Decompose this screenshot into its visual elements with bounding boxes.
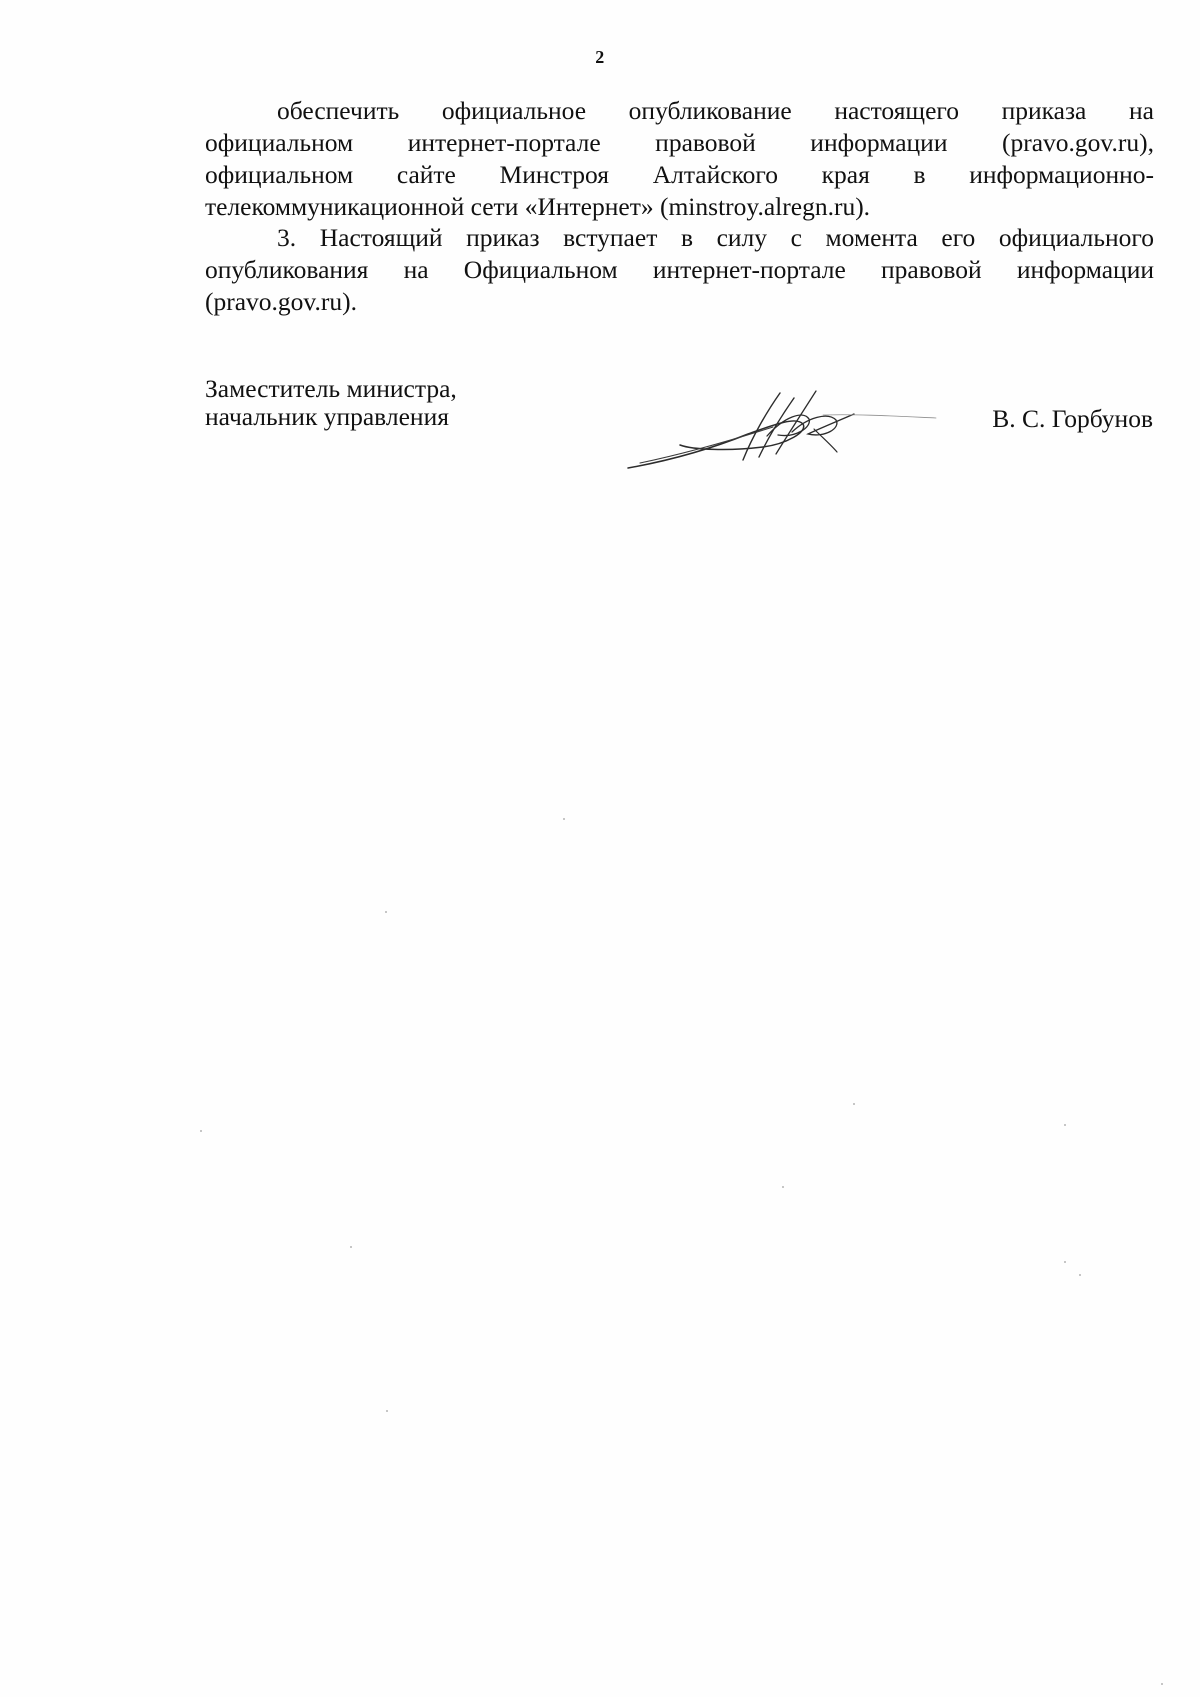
- paragraph-publication: [205, 95, 1154, 223]
- scan-speck: [853, 1103, 855, 1105]
- scan-speck: [386, 1410, 388, 1412]
- signatory-position-line: Заместитель министра,: [205, 374, 457, 403]
- paragraph-line: опубликования на Официальном интернет-портале правовой информации: [205, 255, 1154, 284]
- paragraph-line: 3. Настоящий приказ вступает в силу с момента его официального: [277, 223, 1154, 252]
- page-number: 2: [595, 47, 605, 67]
- scan-speck: [1064, 1124, 1066, 1126]
- scan-speck: [1161, 1683, 1163, 1685]
- signatory-position: [205, 375, 457, 431]
- paragraph-effective-date: [205, 222, 1154, 318]
- signatory-name: В. С. Горбунов: [992, 404, 1153, 433]
- signatory-position-line: начальник управления: [205, 402, 449, 431]
- paragraph-line: официальном сайте Минстроя Алтайского края в информационно-: [205, 160, 1154, 189]
- scan-speck: [350, 1246, 352, 1248]
- scan-speck: [782, 1186, 784, 1188]
- paragraph-line: телекоммуникационной сети «Интернет» (minstroy.alregn.ru).: [205, 192, 871, 221]
- paragraph-line: обеспечить официальное опубликование настоящего приказа на: [277, 96, 1154, 125]
- scan-speck: [563, 818, 565, 820]
- scan-speck: [1079, 1274, 1081, 1276]
- paragraph-line: официальном интернет-портале правовой информации (pravo.gov.ru),: [205, 128, 1154, 157]
- scan-speck: [200, 1130, 202, 1132]
- handwritten-signature: [618, 390, 938, 490]
- scan-speck: [385, 911, 387, 913]
- scan-speck: [1064, 1261, 1066, 1263]
- paragraph-line: (pravo.gov.ru).: [205, 287, 358, 316]
